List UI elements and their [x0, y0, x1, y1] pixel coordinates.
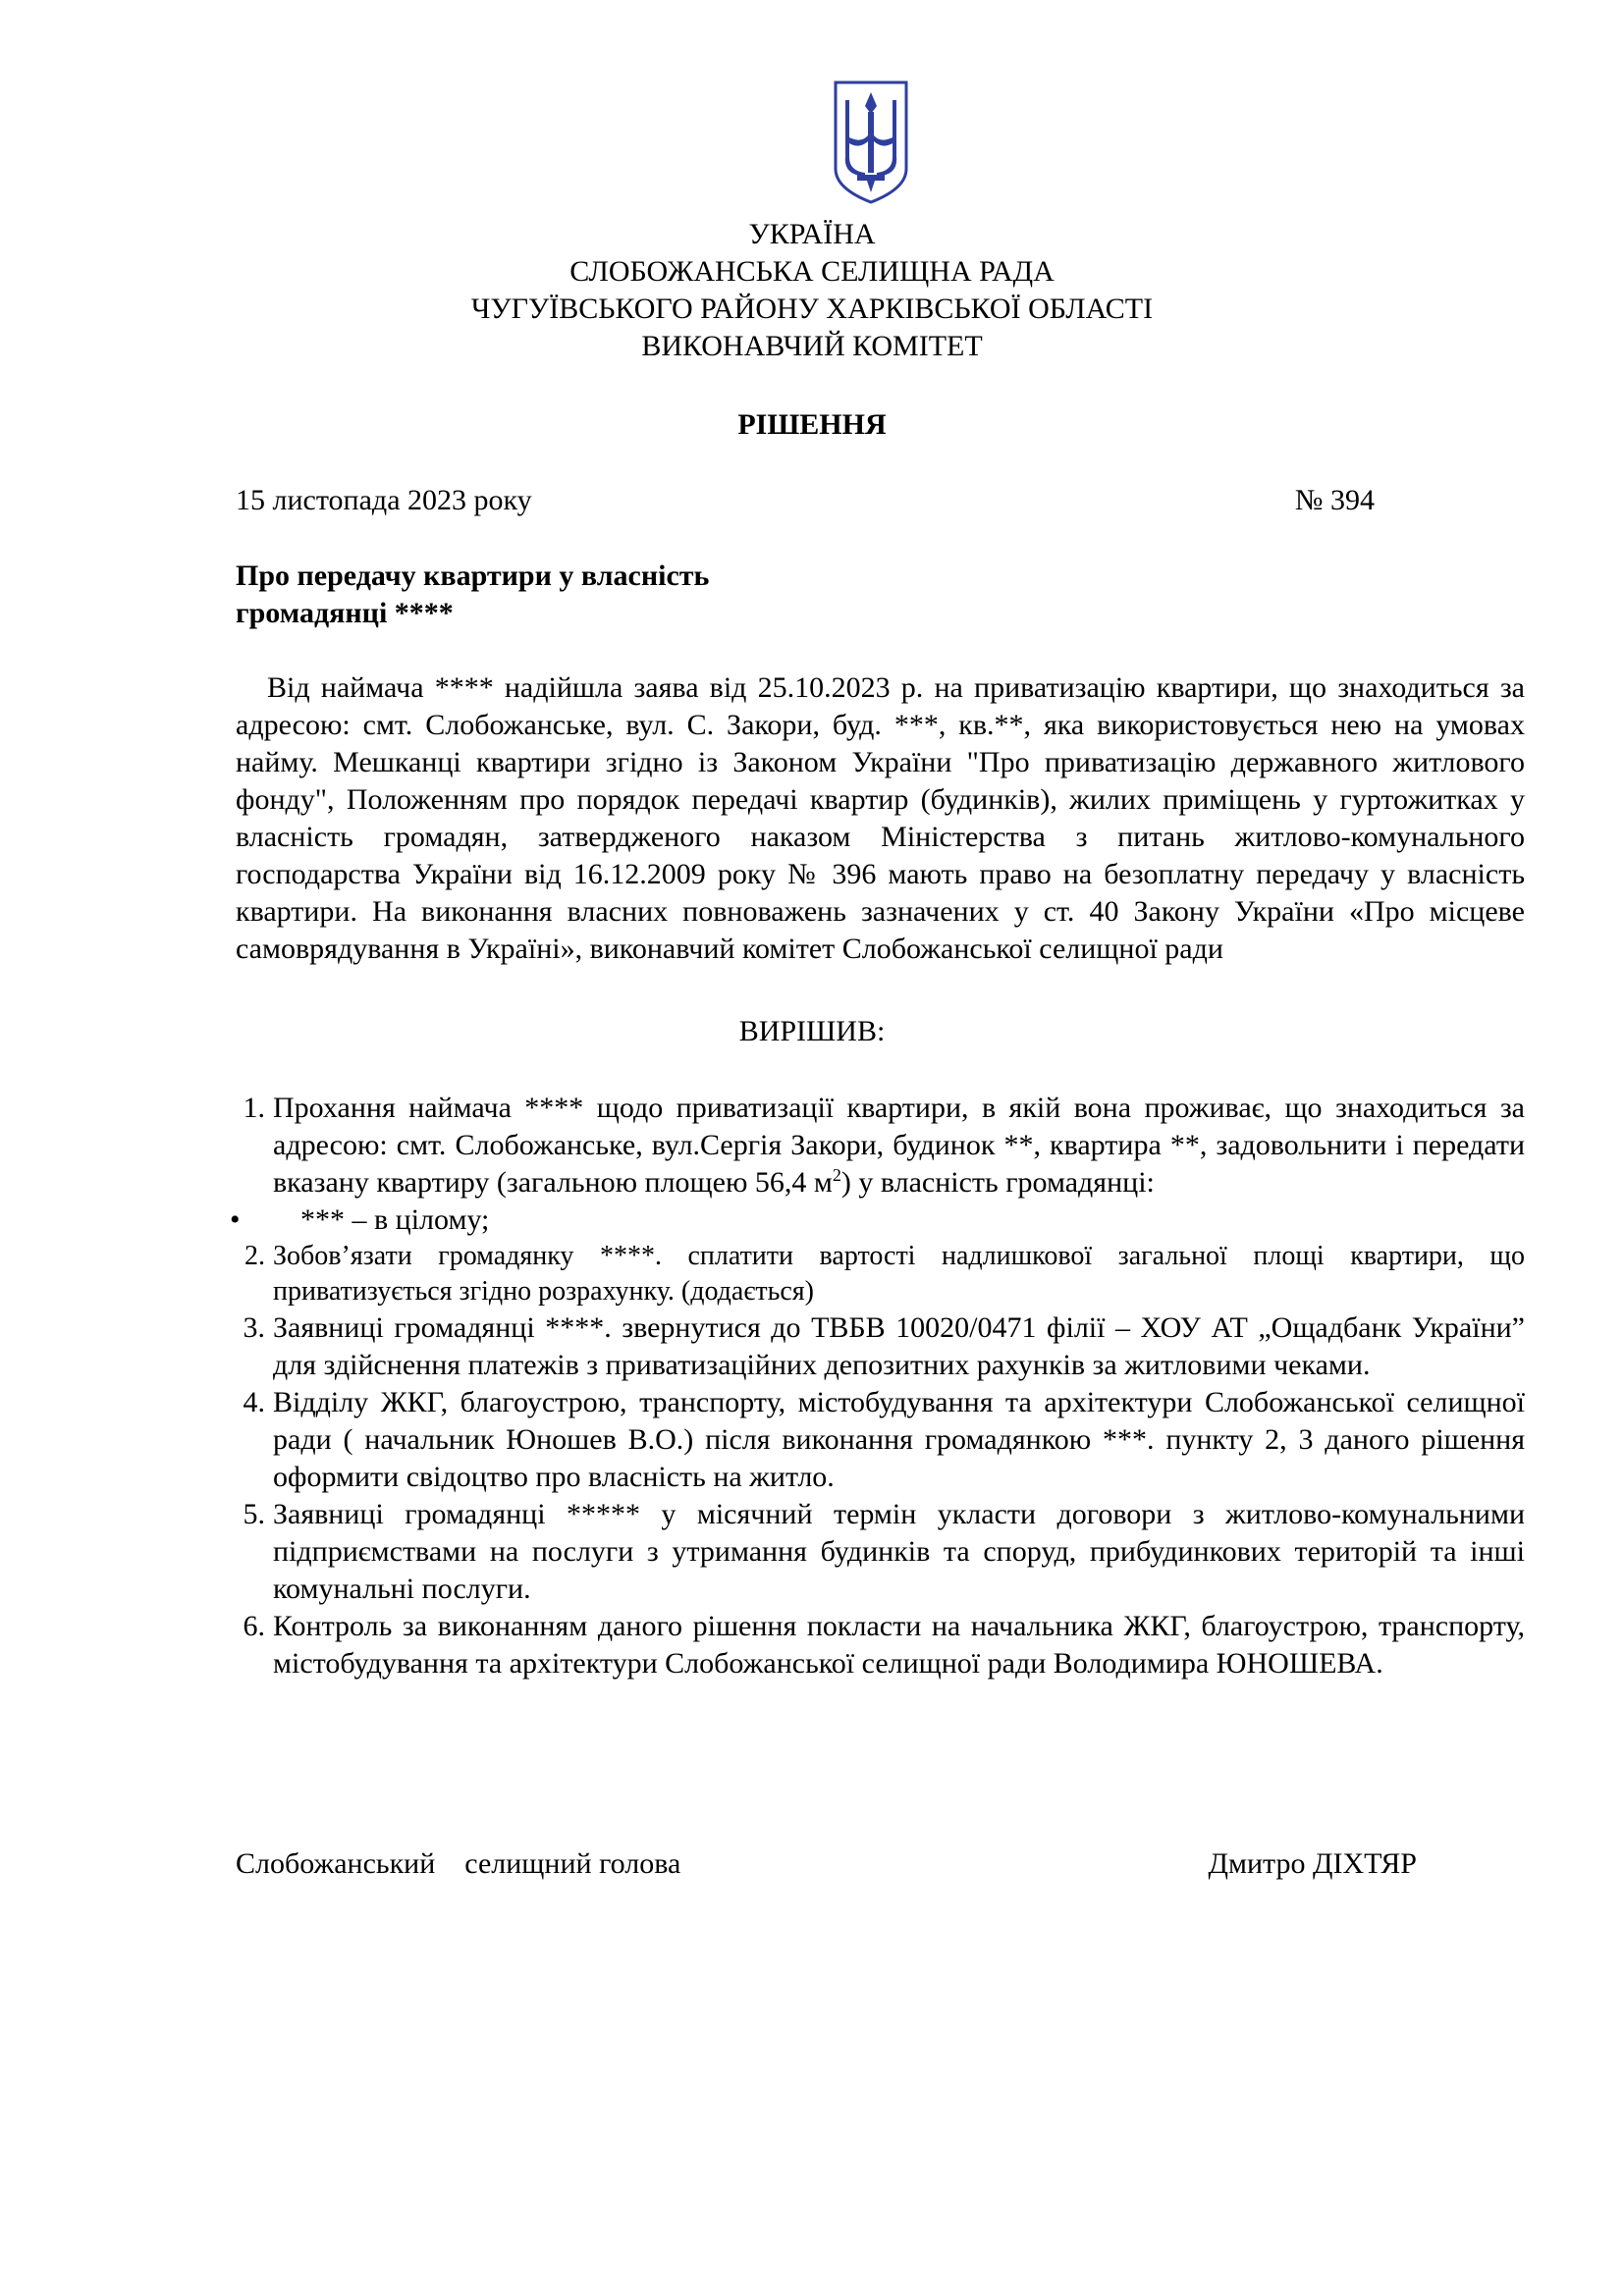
- council-name: СЛОБОЖАНСЬКА СЕЛИЩНА РАДА: [569, 255, 1055, 288]
- decision-item-2: [222, 1239, 1525, 1309]
- country-name: УКРАЇНА: [748, 218, 876, 250]
- item-text: Заявниці громадянці ***** у місячний термін укласти договори з житлово-комунальними підприємствами на послуги з утримання будинків та споруд, прибудинкових територій та інші комунальні послуги.: [273, 1498, 1525, 1605]
- decision-item-4: [222, 1384, 1525, 1496]
- district-name: ЧУГУЇВСЬКОГО РАЙОНУ ХАРКІВСЬКОЇ ОБЛАСТІ: [470, 293, 1154, 325]
- decision-item-5: [222, 1496, 1525, 1608]
- item-text-end: ) у власність громадянці:: [840, 1166, 1155, 1199]
- signatory-position: Слобожанський селищний голова: [236, 1847, 681, 1880]
- subject-line-2: громадянці ****: [236, 597, 454, 629]
- coat-of-arms-trident-icon: [832, 79, 910, 206]
- committee-name: ВИКОНАВЧИЙ КОМІТЕТ: [641, 330, 983, 362]
- decision-item-1: [222, 1090, 1525, 1201]
- signatory-name: Дмитро ДІХТЯР: [1208, 1847, 1417, 1880]
- item-marker: 1.: [243, 1092, 265, 1124]
- item-text: Зобов’язати громадянку ****. сплатити вартості надлишкової загальної площі квартири, що приватизується згідно розрахунку. (додається): [273, 1241, 1525, 1307]
- subject-line-1: Про передачу квартири у власність: [236, 560, 710, 592]
- document-title: РІШЕННЯ: [737, 408, 887, 441]
- item-marker: 3.: [243, 1311, 265, 1344]
- item-text: Контроль за виконанням даного рішення покласти на начальника ЖКГ, благоустрою, транспорту, містобудування та архітектури Слобожанської селищної ради Володимира ЮНОШЕВА.: [273, 1610, 1525, 1680]
- decision-number: № 394: [1294, 484, 1375, 516]
- superscript: 2: [832, 1165, 841, 1185]
- item-marker: 6.: [243, 1610, 265, 1642]
- decision-item-3: [222, 1309, 1525, 1384]
- document-header: [0, 216, 1624, 365]
- item-marker: 2.: [244, 1241, 265, 1271]
- bullet-marker: •: [230, 1203, 241, 1236]
- bullet-item: [222, 1201, 1525, 1239]
- decision-date: 15 листопада 2023 року: [236, 484, 532, 516]
- signature-line: [236, 1845, 1417, 1885]
- date-number-line: [236, 482, 1375, 521]
- decision-item-6: [222, 1608, 1525, 1682]
- item-text: Заявниці громадянці ****. звернутися до ТВБВ 10020/0471 філії – ХОУ АТ „Ощадбанк України” для здійснення платежів з приватизаційних депозитних рахунків за житловими чеками.: [273, 1311, 1525, 1381]
- decision-subject: [236, 558, 709, 632]
- item-marker: 4.: [243, 1386, 265, 1418]
- bullet-text: *** – в цілому;: [300, 1203, 490, 1236]
- resolved-heading: ВИРІШИВ:: [738, 1015, 886, 1047]
- item-marker: 5.: [243, 1498, 265, 1530]
- intro-paragraph: Від наймача **** надійшла заява від 25.10.2023 р. на приватизацію квартири, що знаходиться за адресою: смт. Слобожанське, вул. С. Закори, буд. ***, кв.**, яка використовується нею на умовах найму. Мешканці квартири згідно із Законом України "Про приватизацію державного житлового фонду", Положенням про порядок передачі квартир (будинків), жилих приміщень у гуртожитках у власність громадян, затвердженого наказом Міністерства з питань житлово-комунального господарства України від 16.12.2009 року № 396 мають право на безоплатну передачу у власність квартири. На виконання власних повноважень зазначених у ст. 40 Закону України «Про місцеве самоврядування в Україні», виконавчий комітет Слобожанської селищної ради: [236, 671, 1525, 965]
- decision-items: [222, 1090, 1525, 1682]
- item-text: Прохання наймача **** щодо приватизації квартири, в якій вона проживає, що знаходиться за адресою: смт. Слобожанське, вул.Сергія Закори, будинок **, квартира **, задовольнити і передати вказану квартиру (загальною площею 56,4 м: [273, 1092, 1525, 1199]
- item-text: Відділу ЖКГ, благоустрою, транспорту, містобудування та архітектури Слобожанської селищної ради ( начальник Юношев В.О.) після виконання громадянкою ***. пункту 2, 3 даного рішення оформити свідоцтво про власність на житло.: [273, 1386, 1525, 1493]
